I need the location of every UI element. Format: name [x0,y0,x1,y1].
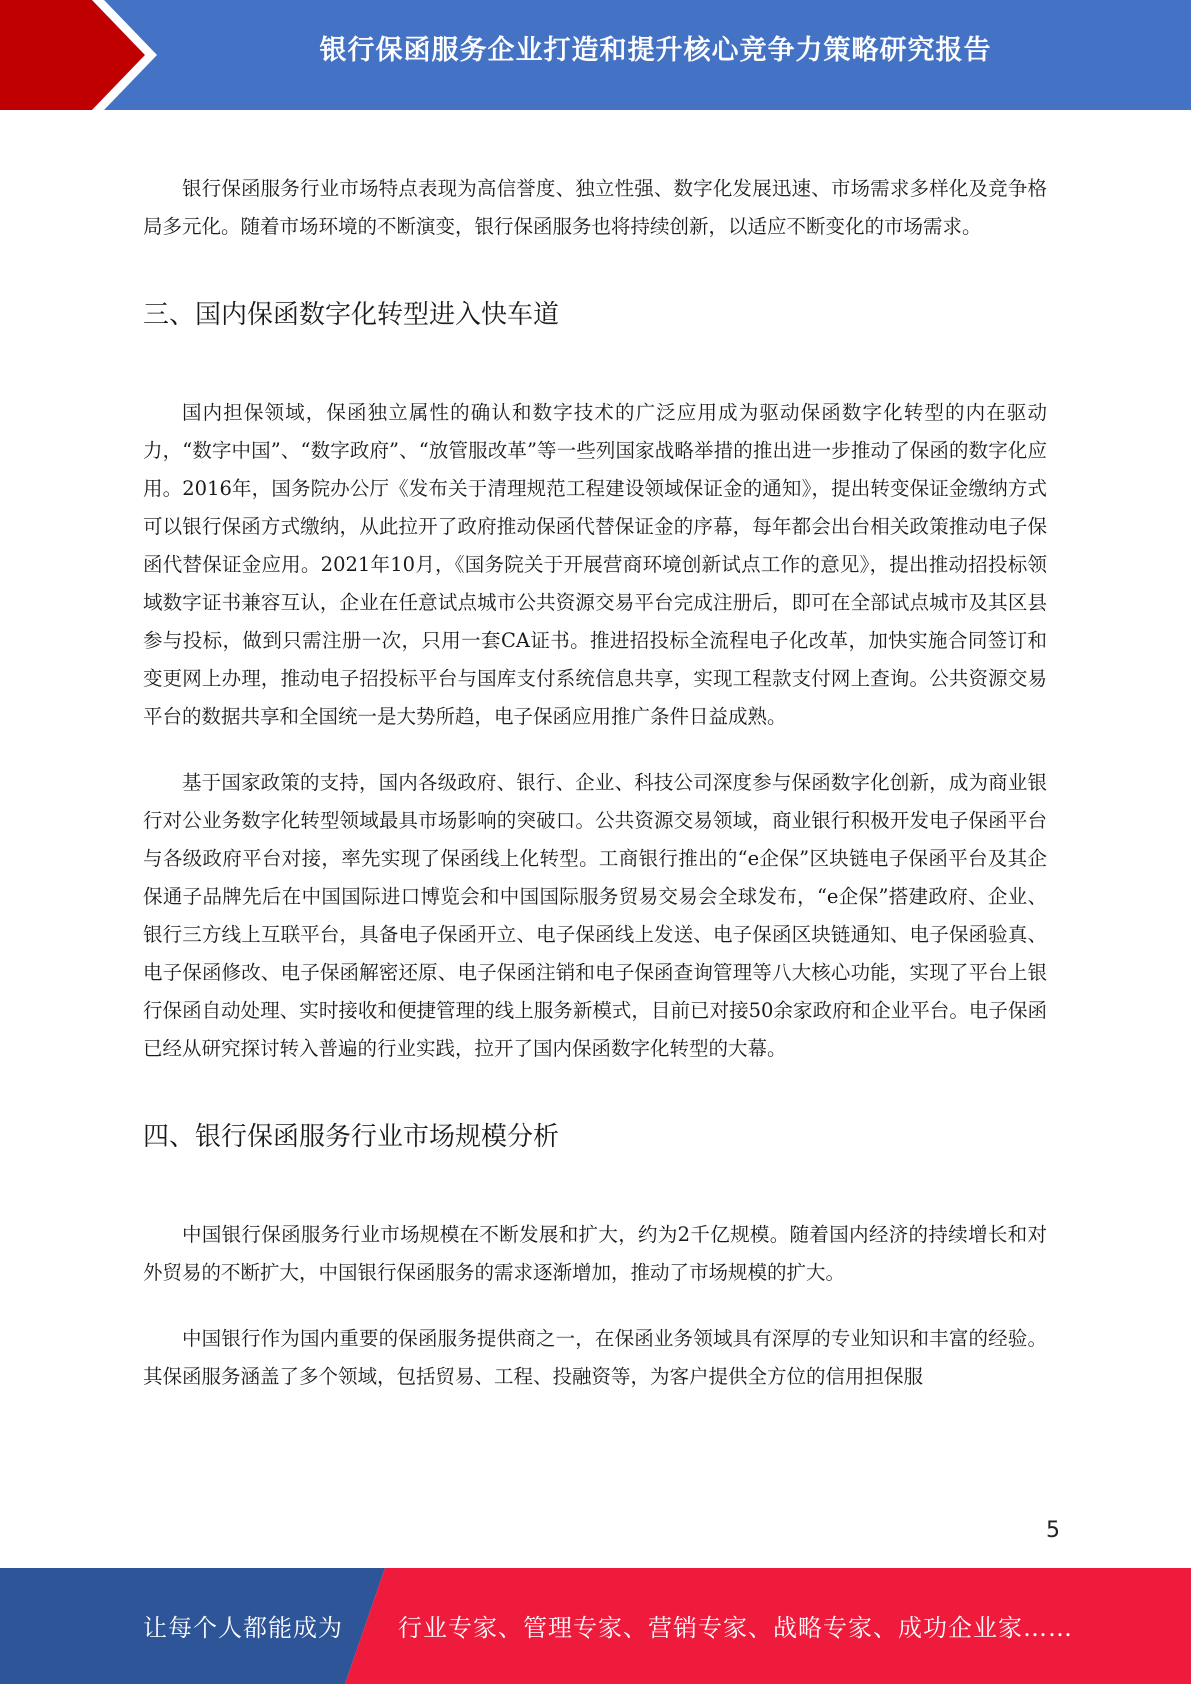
footer-banner [0,1568,1191,1684]
report-title: 银行保函服务企业打造和提升核心竞争力策略研究报告 [319,35,992,66]
header-banner [0,0,1191,110]
section-heading-3: 三、国内保函数字化转型进入快车道 [143,300,560,330]
paragraph-market-size: 中国银行保函服务行业市场规模在不断发展和扩大，约为2千亿规模。随着国内经济的持续增长和对外贸易的不断扩大，中国银行保函服务的需求逐渐增加，推动了市场规模的扩大。 [143,1223,1047,1284]
paragraph-policy-support: 基于国家政策的支持，国内各级政府、银行、企业、科技公司深度参与保函数字化创新，成为商业银行对公业务数字化转型领域最具市场影响的突破口。公共资源交易领域，商业银行积极开发电子保函平台与各级政府平台对接，率先实现了保函线上化转型。工商银行推出的“e企保”区块链电子保函平台及其企保通子品牌先后在中国国际进口博览会和中国国际服务贸易交易会全球发布，“e企保”搭建政府、企业、银行三方线上互联平台，具备电子保函开立、电子保函线上发送、电子保函区块链通知、电子保函验真、电子保函修改、电子保函解密还原、电子保函注销和电子保函查询管理等八大核心功能，实现了平台上银行保函自动处理、实时接收和便捷管理的线上服务新模式，目前已对接50余家政府和企业平台。电子保函已经从研究探讨转入普遍的行业实践，拉开了国内保函数字化转型的大幕。 [143,771,1047,1060]
section-heading-4: 四、银行保函服务行业市场规模分析 [143,1122,560,1152]
page-number: 5 [1046,1518,1060,1543]
footer-slogan-left: 让每个人都能成为 [143,1614,343,1642]
footer-slogan-right: 行业专家、管理专家、营销专家、战略专家、成功企业家…… [398,1614,1073,1642]
paragraph-digital-transformation: 国内担保领域，保函独立属性的确认和数字技术的广泛应用成为驱动保函数字化转型的内在驱动力，“数字中国”、“数字政府”、“放管服改革”等一些列国家战略举措的推出进一步推动了保函的数字化应用。2016年，国务院办公厅《发布关于清理规范工程建设领域保证金的通知》，提出转变保证金缴纳方式可以银行保函方式缴纳，从此拉开了政府推动保函代替保证金的序幕，每年都会出台相关政策推动电子保函代替保证金应用。2021年10月，《国务院关于开展营商环境创新试点工作的意见》，提出推动招投标领域数字证书兼容互认，企业在任意试点城市公共资源交易平台完成注册后，即可在全部试点城市及其区县参与投标，做到只需注册一次，只用一套CA证书。推进招投标全流程电子化改革，加快实施合同签订和变更网上办理，推动电子招投标平台与国库支付系统信息共享，实现工程款支付网上查询。公共资源交易平台的数据共享和全国统一是大势所趋，电子保函应用推广条件日益成熟。 [143,401,1047,728]
paragraph-market-features: 银行保函服务行业市场特点表现为高信誉度、独立性强、数字化发展迅速、市场需求多样化及竞争格局多元化。随着市场环境的不断演变，银行保函服务也将持续创新，以适应不断变化的市场需求。 [143,177,1047,238]
page-body [143,170,1047,1396]
paragraph-bank-of-china: 中国银行作为国内重要的保函服务提供商之一，在保函业务领域具有深厚的专业知识和丰富的经验。其保函服务涵盖了多个领域，包括贸易、工程、投融资等，为客户提供全方位的信用担保服 [143,1327,1047,1388]
